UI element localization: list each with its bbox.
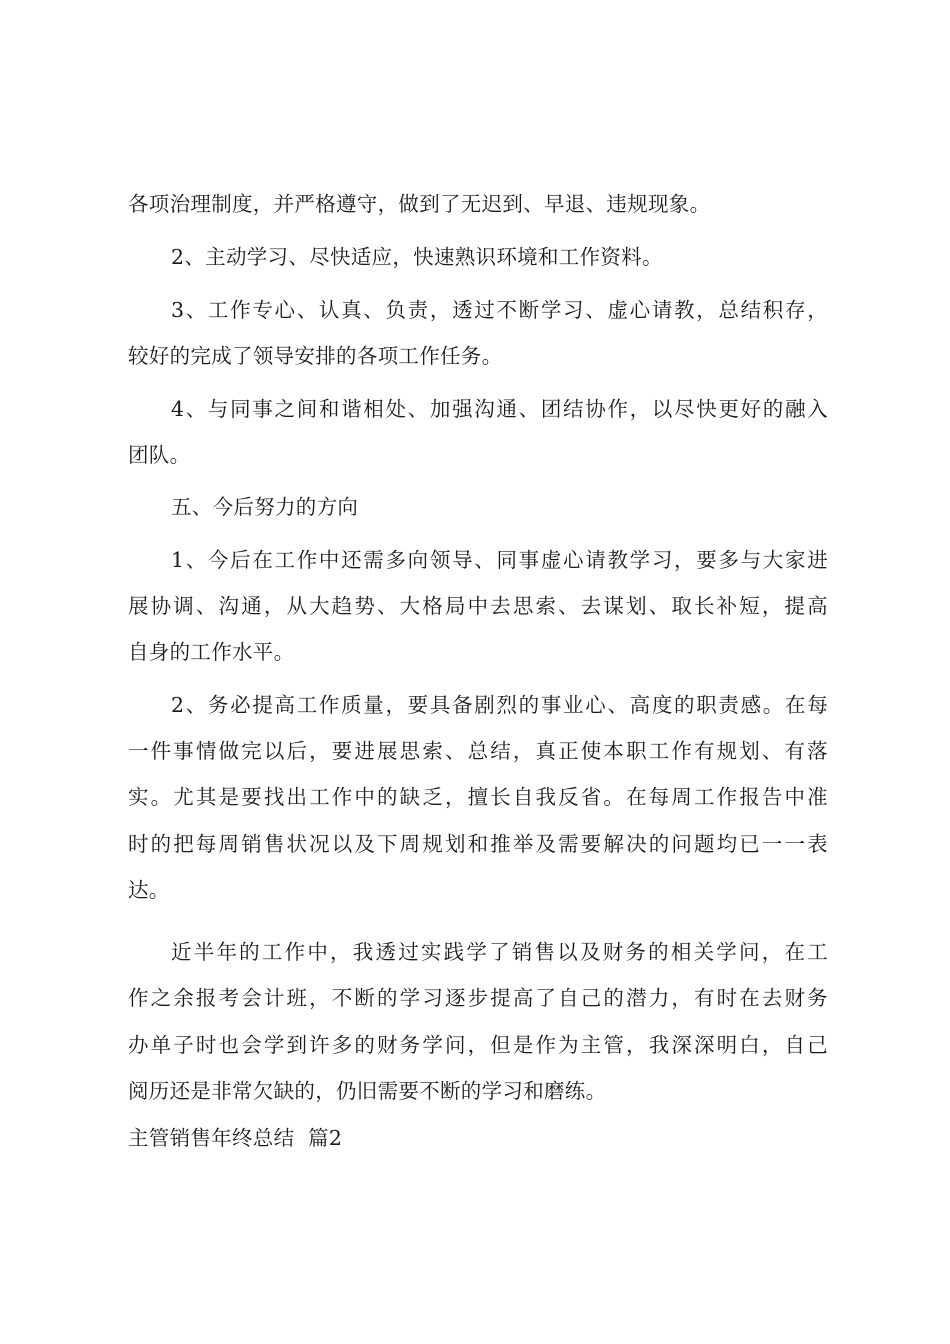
text-line-2: 2、主动学习、尽快适应，快速熟识环境和工作资料。 bbox=[171, 245, 663, 269]
text-line-17: 作之余报考会计班，不断的学习逐步提高了自己的潜力，有时在去财务 bbox=[128, 986, 828, 1010]
text-line-12: 一件事情做完以后，要进展思索、总结，真正使本职工作有规划、有落 bbox=[128, 739, 828, 763]
text-line-19: 阅历还是非常欠缺的，仍旧需要不断的学习和磨练。 bbox=[128, 1079, 607, 1103]
text-line-8: 1、今后在工作中还需多向领导、同事虚心请教学习，要多与大家进 bbox=[171, 548, 828, 572]
text-line-15: 达。 bbox=[128, 878, 170, 902]
text-line-18: 办单子时也会学到许多的财务学问，但是作为主管，我深深明白，自己 bbox=[128, 1033, 828, 1057]
text-line-1: 各项治理制度，并严格遵守，做到了无迟到、早退、违规现象。 bbox=[128, 192, 711, 216]
text-line-9: 展协调、沟通，从大趋势、大格局中去思索、去谋划、取长补短，提高 bbox=[128, 594, 828, 618]
article-title: 主管销售年终总结 篇2 bbox=[128, 1126, 343, 1150]
text-line-14: 时的把每周销售状况以及下周规划和推举及需要解决的问题均已一一表 bbox=[128, 832, 828, 856]
text-line-10: 自身的工作水平。 bbox=[128, 640, 295, 664]
section-heading: 五、今后努力的方向 bbox=[171, 495, 359, 519]
text-line-4: 较好的完成了领导安排的各项工作任务。 bbox=[128, 344, 503, 368]
text-line-3: 3、工作专心、认真、负责，透过不断学习、虚心请教，总结积存， bbox=[171, 298, 828, 322]
text-line-13: 实。尤其是要找出工作中的缺乏，擅长自我反省。在每周工作报告中准 bbox=[128, 785, 828, 809]
text-line-5: 4、与同事之间和谐相处、加强沟通、团结协作，以尽快更好的融入 bbox=[171, 397, 828, 421]
text-line-16: 近半年的工作中，我透过实践学了销售以及财务的相关学问，在工 bbox=[171, 940, 828, 964]
text-line-11: 2、务必提高工作质量，要具备剧烈的事业心、高度的职责感。在每 bbox=[171, 693, 828, 717]
text-line-6: 团队。 bbox=[128, 443, 191, 467]
